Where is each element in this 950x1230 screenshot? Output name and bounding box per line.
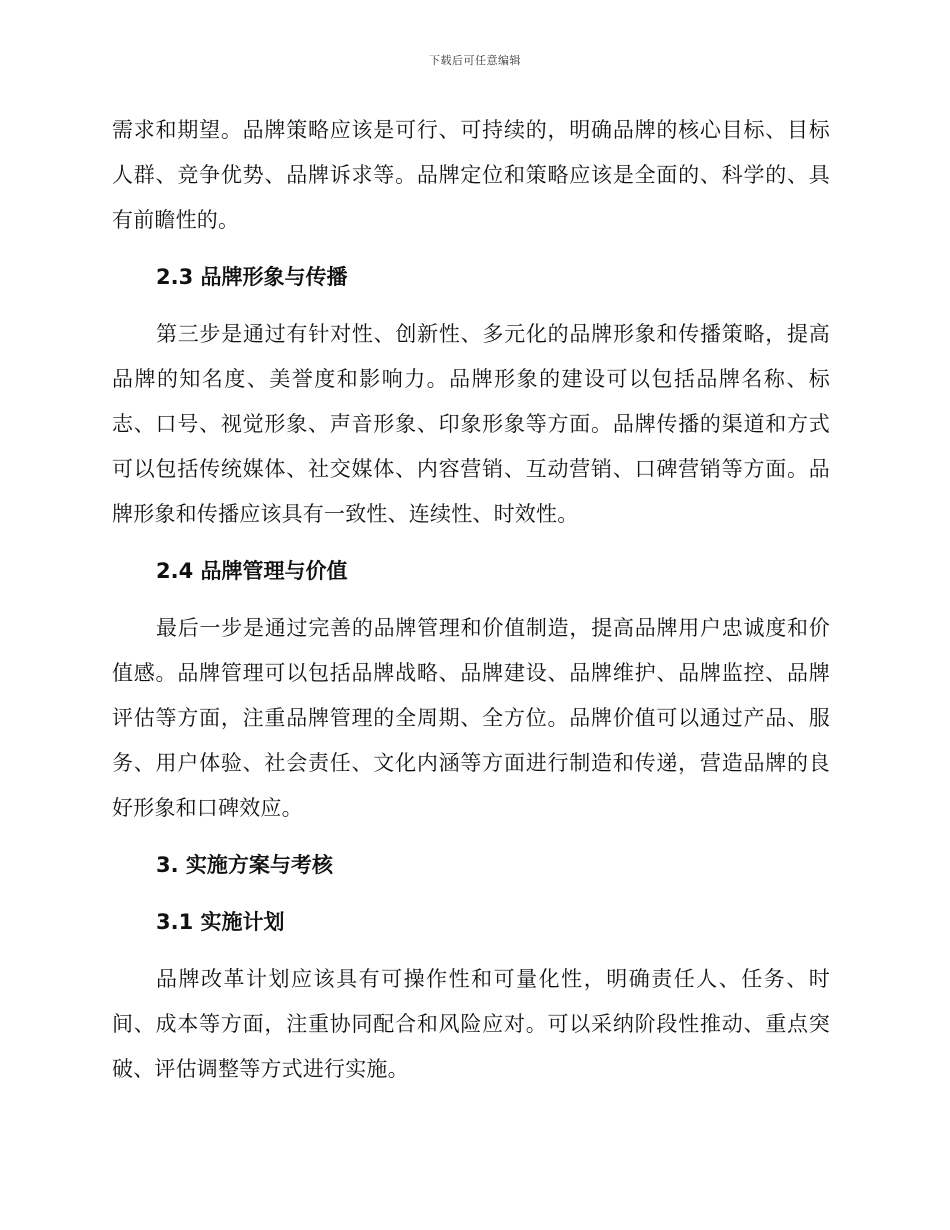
section-heading-3-1: 3.1 实施计划 — [156, 910, 285, 934]
section-heading-3: 3. 实施方案与考核 — [156, 853, 333, 877]
paragraph-brand-management-value: 最后一步是通过完善的品牌管理和价值制造，提高品牌用户忠诚度和价值感。品牌管理可以包括品牌战略、品牌建设、品牌维护、品牌监控、品牌评估等方面，注重品牌管理的全周期、全方位。品牌价值可以通过产品、服务、用户体验、社会责任、文化内涵等方面进行制造和传递，营造品牌的良好形象和口碑效应。 — [112, 616, 830, 820]
paragraph-brand-image-communication: 第三步是通过有针对性、创新性、多元化的品牌形象和传播策略，提高品牌的知名度、美誉度和影响力。品牌形象的建设可以包括品牌名称、标志、口号、视觉形象、声音形象、印象形象等方面。品牌传播的渠道和方式可以包括传统媒体、社交媒体、内容营销、互动营销、口碑营销等方面。品牌形象和传播应该具有一致性、连续性、时效性。 — [112, 322, 830, 526]
document-body — [112, 108, 830, 1092]
section-heading-2-3: 2.3 品牌形象与传播 — [156, 265, 348, 289]
section-heading-2-4: 2.4 品牌管理与价值 — [156, 559, 348, 583]
paragraph-implementation-plan: 品牌改革计划应该具有可操作性和可量化性，明确责任人、任务、时间、成本等方面，注重协同配合和风险应对。可以采纳阶段性推动、重点突破、评估调整等方式进行实施。 — [112, 967, 830, 1081]
paragraph-brand-strategy-continued: 需求和期望。品牌策略应该是可行、可持续的，明确品牌的核心目标、目标人群、竞争优势、品牌诉求等。品牌定位和策略应该是全面的、科学的、具有前瞻性的。 — [112, 118, 830, 232]
page-header: 下载后可任意编辑 — [429, 54, 521, 67]
